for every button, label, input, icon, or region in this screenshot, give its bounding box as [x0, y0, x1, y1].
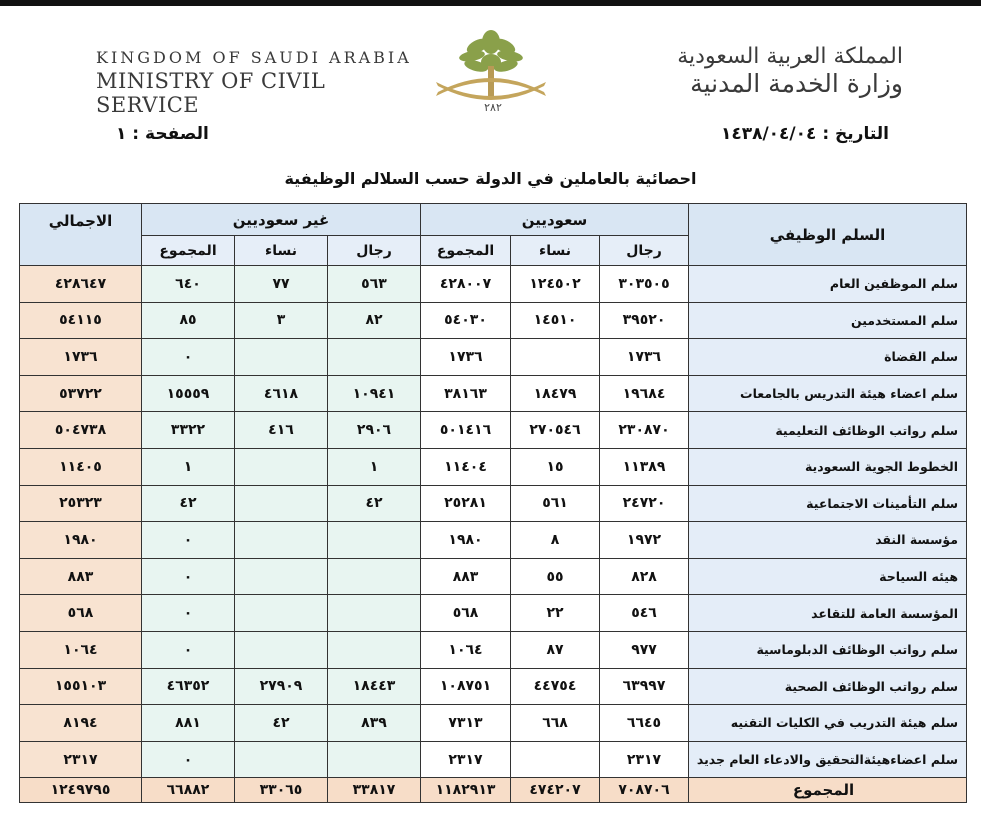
cell-n-men: ١٨٤٤٣: [328, 668, 421, 705]
table-row: [20, 339, 967, 376]
cell-s-men: ٨٢٨: [600, 558, 689, 595]
total-cell-grand: ١٢٤٩٧٩٥: [20, 778, 142, 803]
cell-n-women: ٤٦١٨: [235, 375, 328, 412]
header-saudi-men: رجال: [600, 236, 689, 266]
cell-name: سلم القضاة: [689, 339, 967, 376]
cell-s-total: ٣٨١٦٣: [421, 375, 511, 412]
cell-s-men: ٥٤٦: [600, 595, 689, 632]
cell-s-women: ٥٥: [511, 558, 600, 595]
cell-s-total: ١٠٨٧٥١: [421, 668, 511, 705]
header-saudi-women: نساء: [511, 236, 600, 266]
emblem-number: ٢٨٢: [484, 101, 502, 114]
cell-s-men: ٢٤٧٢٠: [600, 485, 689, 522]
header-nonsaudi-women: نساء: [235, 236, 328, 266]
table-row: [20, 412, 967, 449]
total-cell-s-women: ٤٧٤٢٠٧: [511, 778, 600, 803]
table-row: [20, 485, 967, 522]
page-number: الصفحة : ١: [116, 124, 209, 144]
cell-n-total: ١: [142, 448, 235, 485]
table-row: [20, 448, 967, 485]
cell-n-total: ٠: [142, 339, 235, 376]
cell-s-total: ٢٣١٧: [421, 741, 511, 778]
cell-s-women: ١٥: [511, 448, 600, 485]
cell-grand: ١٠٦٤: [20, 631, 142, 668]
cell-n-men: [328, 631, 421, 668]
cell-s-total: ٥٦٨: [421, 595, 511, 632]
cell-n-women: [235, 448, 328, 485]
cell-s-men: ١٩٦٨٤: [600, 375, 689, 412]
cell-grand: ٢٥٣٢٣: [20, 485, 142, 522]
cell-grand: ٥٦٨: [20, 595, 142, 632]
cell-n-women: ٤٢: [235, 705, 328, 742]
cell-n-men: ٨٣٩: [328, 705, 421, 742]
cell-n-women: [235, 741, 328, 778]
cell-n-men: ١: [328, 448, 421, 485]
header-non-saudis: غير سعوديين: [142, 204, 421, 236]
cell-n-men: ٢٩٠٦: [328, 412, 421, 449]
document-date: التاريخ : ١٤٣٨/٠٤/٠٤: [720, 124, 889, 144]
cell-n-women: [235, 485, 328, 522]
cell-name: سلم هيئة التدريب في الكليات التقنيه: [689, 705, 967, 742]
header-nonsaudi-men: رجال: [328, 236, 421, 266]
statistics-table: [19, 203, 967, 803]
cell-s-women: ٢٧٠٥٤٦: [511, 412, 600, 449]
header-grand-total: الاجمالي: [20, 204, 142, 266]
cell-s-women: ٥٦١: [511, 485, 600, 522]
document-title: احصائية بالعاملين في الدولة حسب السلالم الوظيفية: [284, 169, 697, 188]
cell-name: سلم الموظفين العام: [689, 266, 967, 303]
cell-n-total: ٠: [142, 631, 235, 668]
table-row: [20, 558, 967, 595]
cell-n-women: [235, 522, 328, 559]
cell-s-men: ١٩٧٢: [600, 522, 689, 559]
header-english: [96, 48, 416, 117]
cell-n-women: ٢٧٩٠٩: [235, 668, 328, 705]
cell-n-total: ٨٥: [142, 302, 235, 339]
cell-n-total: ٨٨١: [142, 705, 235, 742]
header-ar-line2: وزارة الخدمة المدنية: [690, 69, 903, 98]
cell-s-total: ١٧٣٦: [421, 339, 511, 376]
cell-s-women: ٤٤٧٥٤: [511, 668, 600, 705]
cell-s-total: ٨٨٣: [421, 558, 511, 595]
header-en-line2: MINISTRY OF CIVIL SERVICE: [96, 69, 326, 117]
total-cell-n-total: ٦٦٨٨٢: [142, 778, 235, 803]
cell-s-total: ٢٥٢٨١: [421, 485, 511, 522]
cell-s-men: ١١٣٨٩: [600, 448, 689, 485]
cell-s-men: ٣٩٥٢٠: [600, 302, 689, 339]
cell-name: الخطوط الجوية السعودية: [689, 448, 967, 485]
cell-name: هيئه السياحة: [689, 558, 967, 595]
cell-s-men: ٦٦٤٥: [600, 705, 689, 742]
cell-s-women: [511, 339, 600, 376]
cell-s-women: [511, 741, 600, 778]
cell-grand: ١١٤٠٥: [20, 448, 142, 485]
cell-s-women: ٢٢: [511, 595, 600, 632]
cell-name: سلم رواتب الوظائف الصحية: [689, 668, 967, 705]
cell-s-total: ١٠٦٤: [421, 631, 511, 668]
cell-s-women: ٦٦٨: [511, 705, 600, 742]
total-cell-name: المجموع: [689, 778, 967, 803]
cell-name: المؤسسة العامة للتقاعد: [689, 595, 967, 632]
cell-n-total: ٣٣٢٢: [142, 412, 235, 449]
cell-grand: ٨٨٣: [20, 558, 142, 595]
cell-s-total: ٧٣١٣: [421, 705, 511, 742]
cell-s-total: ١٩٨٠: [421, 522, 511, 559]
cell-n-men: ٥٦٣: [328, 266, 421, 303]
table-row: [20, 741, 967, 778]
header-arabic: [573, 44, 903, 98]
cell-n-men: [328, 741, 421, 778]
cell-name: مؤسسة النقد: [689, 522, 967, 559]
table-row: [20, 595, 967, 632]
cell-name: سلم رواتب الوظائف التعليمية: [689, 412, 967, 449]
cell-s-men: ٢٣١٧: [600, 741, 689, 778]
cell-n-total: ٦٤٠: [142, 266, 235, 303]
totals-row: [20, 778, 967, 803]
cell-s-women: ٨: [511, 522, 600, 559]
cell-grand: ١٩٨٠: [20, 522, 142, 559]
header-saudis: سعوديين: [421, 204, 689, 236]
header-nonsaudi-total: المجموع: [142, 236, 235, 266]
header-saudi-total: المجموع: [421, 236, 511, 266]
table-row: [20, 375, 967, 412]
cell-grand: ٥٠٤٧٣٨: [20, 412, 142, 449]
cell-n-men: [328, 595, 421, 632]
total-cell-n-women: ٣٣٠٦٥: [235, 778, 328, 803]
cell-name: سلم اعضاءهيئةالتحقيق والادعاء العام جديد: [689, 741, 967, 778]
cell-n-total: ٠: [142, 558, 235, 595]
cell-n-women: ٤١٦: [235, 412, 328, 449]
header-en-line1: KINGDOM OF SAUDI ARABIA: [96, 48, 412, 67]
cell-n-total: ٠: [142, 741, 235, 778]
cell-s-women: ٨٧: [511, 631, 600, 668]
total-cell-n-men: ٣٣٨١٧: [328, 778, 421, 803]
cell-n-women: ٧٧: [235, 266, 328, 303]
cell-n-total: ٠: [142, 595, 235, 632]
cell-s-men: ٩٧٧: [600, 631, 689, 668]
cell-s-women: ١٨٤٧٩: [511, 375, 600, 412]
cell-n-women: [235, 595, 328, 632]
cell-n-men: ١٠٩٤١: [328, 375, 421, 412]
cell-s-total: ١١٤٠٤: [421, 448, 511, 485]
header-scale: السلم الوظيفي: [689, 204, 967, 266]
cell-grand: ٤٢٨٦٤٧: [20, 266, 142, 303]
cell-grand: ٨١٩٤: [20, 705, 142, 742]
header-ar-line1: المملكة العربية السعودية: [677, 44, 903, 69]
cell-n-women: [235, 558, 328, 595]
cell-s-total: ٤٢٨٠٠٧: [421, 266, 511, 303]
cell-n-total: ١٥٥٥٩: [142, 375, 235, 412]
table-row: [20, 302, 967, 339]
cell-s-men: ٢٣٠٨٧٠: [600, 412, 689, 449]
cell-s-men: ٦٣٩٩٧: [600, 668, 689, 705]
table-row: [20, 705, 967, 742]
cell-n-women: [235, 631, 328, 668]
total-cell-s-men: ٧٠٨٧٠٦: [600, 778, 689, 803]
table-row: [20, 522, 967, 559]
cell-n-men: [328, 558, 421, 595]
cell-s-men: ٣٠٣٥٠٥: [600, 266, 689, 303]
cell-s-women: ١٢٤٥٠٢: [511, 266, 600, 303]
cell-grand: ١٧٣٦: [20, 339, 142, 376]
cell-grand: ٢٣١٧: [20, 741, 142, 778]
table-row: [20, 668, 967, 705]
cell-grand: ٥٣٧٢٢: [20, 375, 142, 412]
cell-s-total: ٥٠١٤١٦: [421, 412, 511, 449]
cell-n-men: [328, 522, 421, 559]
cell-n-total: ٤٢: [142, 485, 235, 522]
table-row: [20, 631, 967, 668]
table-row: [20, 266, 967, 303]
cell-n-men: ٤٢: [328, 485, 421, 522]
cell-n-women: ٣: [235, 302, 328, 339]
cell-grand: ١٥٥١٠٣: [20, 668, 142, 705]
cell-grand: ٥٤١١٥: [20, 302, 142, 339]
cell-name: سلم اعضاء هيئة التدريس بالجامعات: [689, 375, 967, 412]
cell-n-men: ٨٢: [328, 302, 421, 339]
cell-s-women: ١٤٥١٠: [511, 302, 600, 339]
cell-s-men: ١٧٣٦: [600, 339, 689, 376]
total-cell-s-total: ١١٨٢٩١٣: [421, 778, 511, 803]
cell-s-total: ٥٤٠٣٠: [421, 302, 511, 339]
cell-n-women: [235, 339, 328, 376]
cell-name: سلم المستخدمين: [689, 302, 967, 339]
table-body: [20, 266, 967, 803]
top-border: [0, 0, 981, 6]
cell-n-total: ٠: [142, 522, 235, 559]
cell-name: سلم رواتب الوظائف الدبلوماسية: [689, 631, 967, 668]
cell-name: سلم التأمينات الاجتماعية: [689, 485, 967, 522]
cell-n-men: [328, 339, 421, 376]
cell-n-total: ٤٦٣٥٢: [142, 668, 235, 705]
